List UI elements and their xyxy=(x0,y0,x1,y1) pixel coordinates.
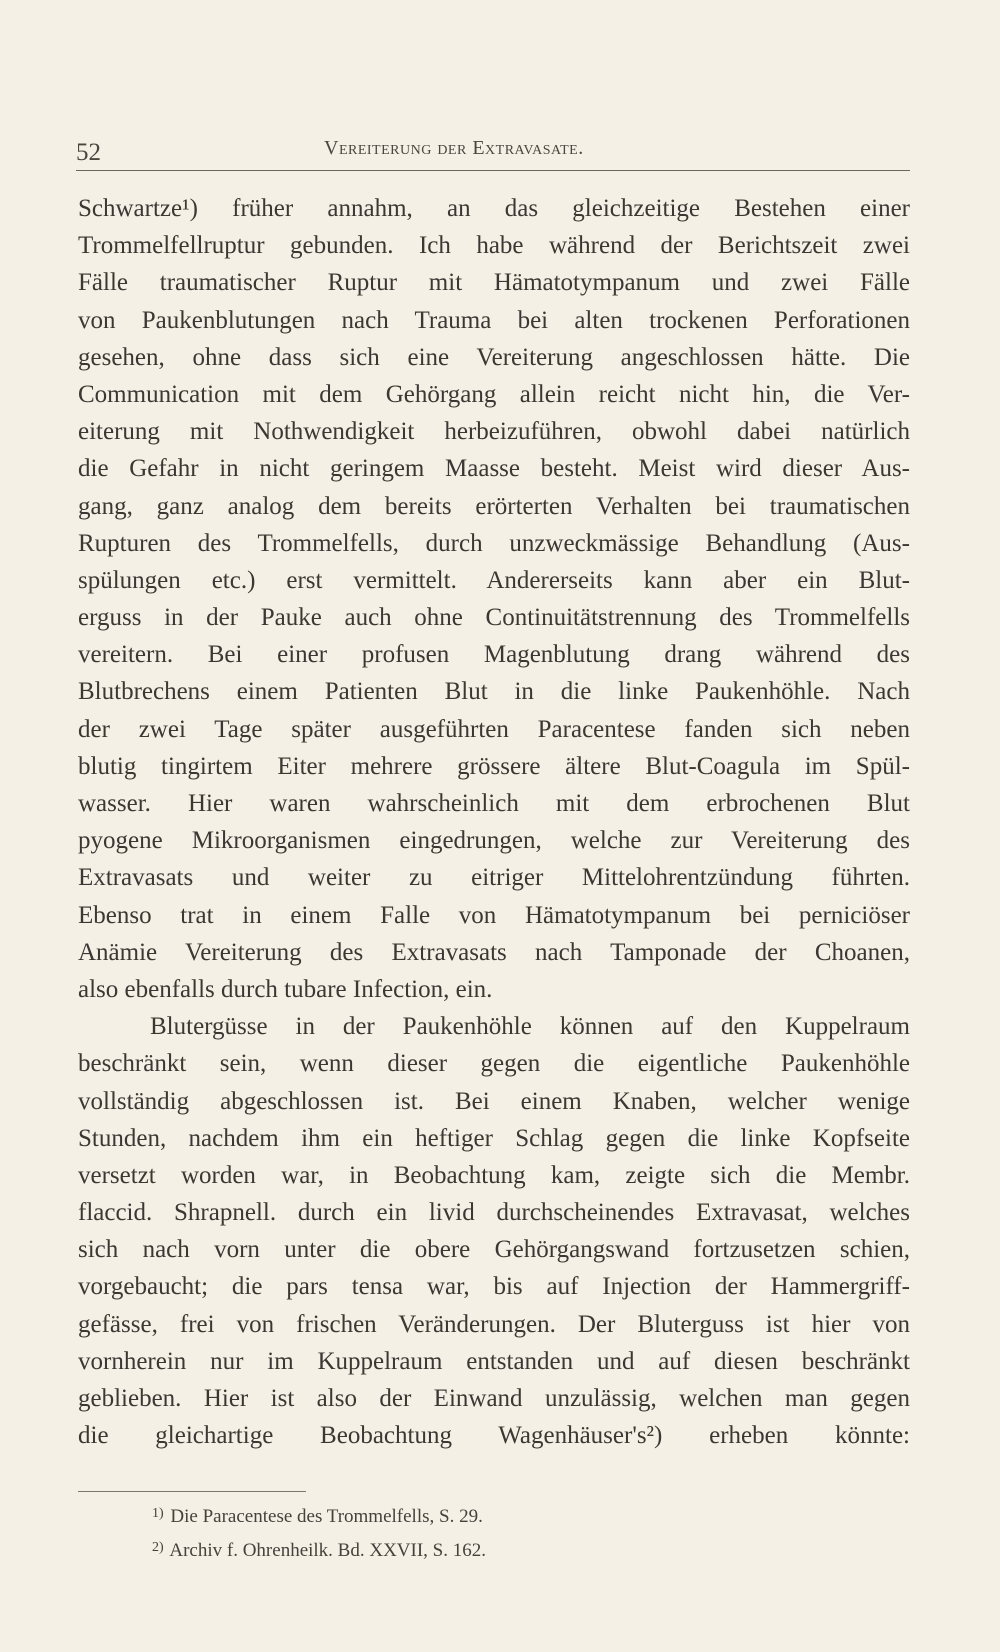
footnotes xyxy=(152,1500,852,1568)
text-line: pyogene Mikroorganismen eingedrungen, welche zur Vereiterung des xyxy=(78,827,910,855)
text-line: eiterung mit Nothwendigkeit herbeizuführen, obwohl dabei natürlich xyxy=(78,418,910,446)
text-line: Stunden, nachdem ihm ein heftiger Schlag gegen die linke Kopfseite xyxy=(78,1124,910,1152)
text-line: Blutergüsse in der Paukenhöhle können auf den Kuppelraum xyxy=(150,1013,910,1041)
text-line: Ebenso trat in einem Falle von Hämatotympanum bei perniciöser xyxy=(78,901,910,929)
text-line: gesehen, ohne dass sich eine Vereiterung angeschlossen hätte. Die xyxy=(78,343,910,371)
body-text xyxy=(78,190,910,1454)
text-line: Extravasats und weiter zu eitriger Mittelohrentzündung führten. xyxy=(78,864,910,892)
text-line: vorgebaucht; die pars tensa war, bis auf Injection der Hammergriff- xyxy=(78,1273,910,1301)
footnote xyxy=(152,1500,852,1534)
footnote xyxy=(152,1534,852,1568)
text-line: Trommelfellruptur gebunden. Ich habe während der Berichtszeit zwei xyxy=(78,232,910,260)
text-line: blutig tingirtem Eiter mehrere grössere ältere Blut-Coagula im Spül- xyxy=(78,752,910,780)
text-line: also ebenfalls durch tubare Infection, ein. xyxy=(78,975,493,1003)
footnote-mark: 1) xyxy=(152,1506,164,1521)
text-line: von Paukenblutungen nach Trauma bei alten trockenen Perforationen xyxy=(78,306,910,334)
text-line: Rupturen des Trommelfells, durch unzweckmässige Behandlung (Aus- xyxy=(78,529,910,557)
text-line: gefässe, frei von frischen Veränderungen. Der Bluterguss ist hier von xyxy=(78,1310,910,1338)
text-line: versetzt worden war, in Beobachtung kam, zeigte sich die Membr. xyxy=(78,1161,910,1189)
text-line: die gleichartige Beobachtung Wagenhäuser's²) erheben könnte: xyxy=(78,1422,910,1450)
header-rule xyxy=(76,170,910,171)
text-line: der zwei Tage später ausgeführten Paracentese fanden sich neben xyxy=(78,715,910,743)
footnote-rule xyxy=(78,1491,306,1492)
footnote-text: Die Paracentese des Trommelfells, S. 29. xyxy=(170,1506,483,1527)
text-line: Communication mit dem Gehörgang allein reicht nicht hin, die Ver- xyxy=(78,380,910,408)
text-line: gang, ganz analog dem bereits erörterten Verhalten bei traumatischen xyxy=(78,492,910,520)
text-line: vollständig abgeschlossen ist. Bei einem Knaben, welcher wenige xyxy=(78,1087,910,1115)
text-line: wasser. Hier waren wahrscheinlich mit dem erbrochenen Blut xyxy=(78,790,910,817)
footnote-mark: 2) xyxy=(152,1540,164,1555)
text-line: flaccid. Shrapnell. durch ein livid durchscheinendes Extravasat, welches xyxy=(78,1199,910,1227)
text-line: spülungen etc.) erst vermittelt. Andererseits kann aber ein Blut- xyxy=(78,566,910,594)
page-header xyxy=(76,133,910,167)
footnote-text: Archiv f. Ohrenheilk. Bd. XXVII, S. 162. xyxy=(169,1540,486,1561)
text-line: sich nach vorn unter die obere Gehörgangswand fortzusetzen schien, xyxy=(78,1236,910,1264)
text-line: die Gefahr in nicht geringem Maasse besteht. Meist wird dieser Aus- xyxy=(78,455,910,483)
text-line: erguss in der Pauke auch ohne Continuitätstrennung des Trommelfells xyxy=(78,604,910,632)
text-line: Schwartze¹) früher annahm, an das gleichzeitige Bestehen einer xyxy=(78,195,910,222)
text-line: geblieben. Hier ist also der Einwand unzulässig, welchen man gegen xyxy=(78,1385,910,1412)
text-line: Fälle traumatischer Ruptur mit Hämatotympanum und zwei Fälle xyxy=(78,269,910,297)
text-line: vereitern. Bei einer profusen Magenblutung drang während des xyxy=(78,641,910,669)
text-line: Anämie Vereiterung des Extravasats nach Tamponade der Choanen, xyxy=(78,938,910,966)
text-line: vornherein nur im Kuppelraum entstanden und auf diesen beschränkt xyxy=(78,1347,910,1375)
page-number: 52 xyxy=(76,139,101,166)
running-title: Vereiterung der Extravasate. xyxy=(324,137,584,159)
text-line: Blutbrechens einem Patienten Blut in die linke Paukenhöhle. Nach xyxy=(78,678,910,706)
text-line: beschränkt sein, wenn dieser gegen die eigentliche Paukenhöhle xyxy=(78,1050,910,1078)
